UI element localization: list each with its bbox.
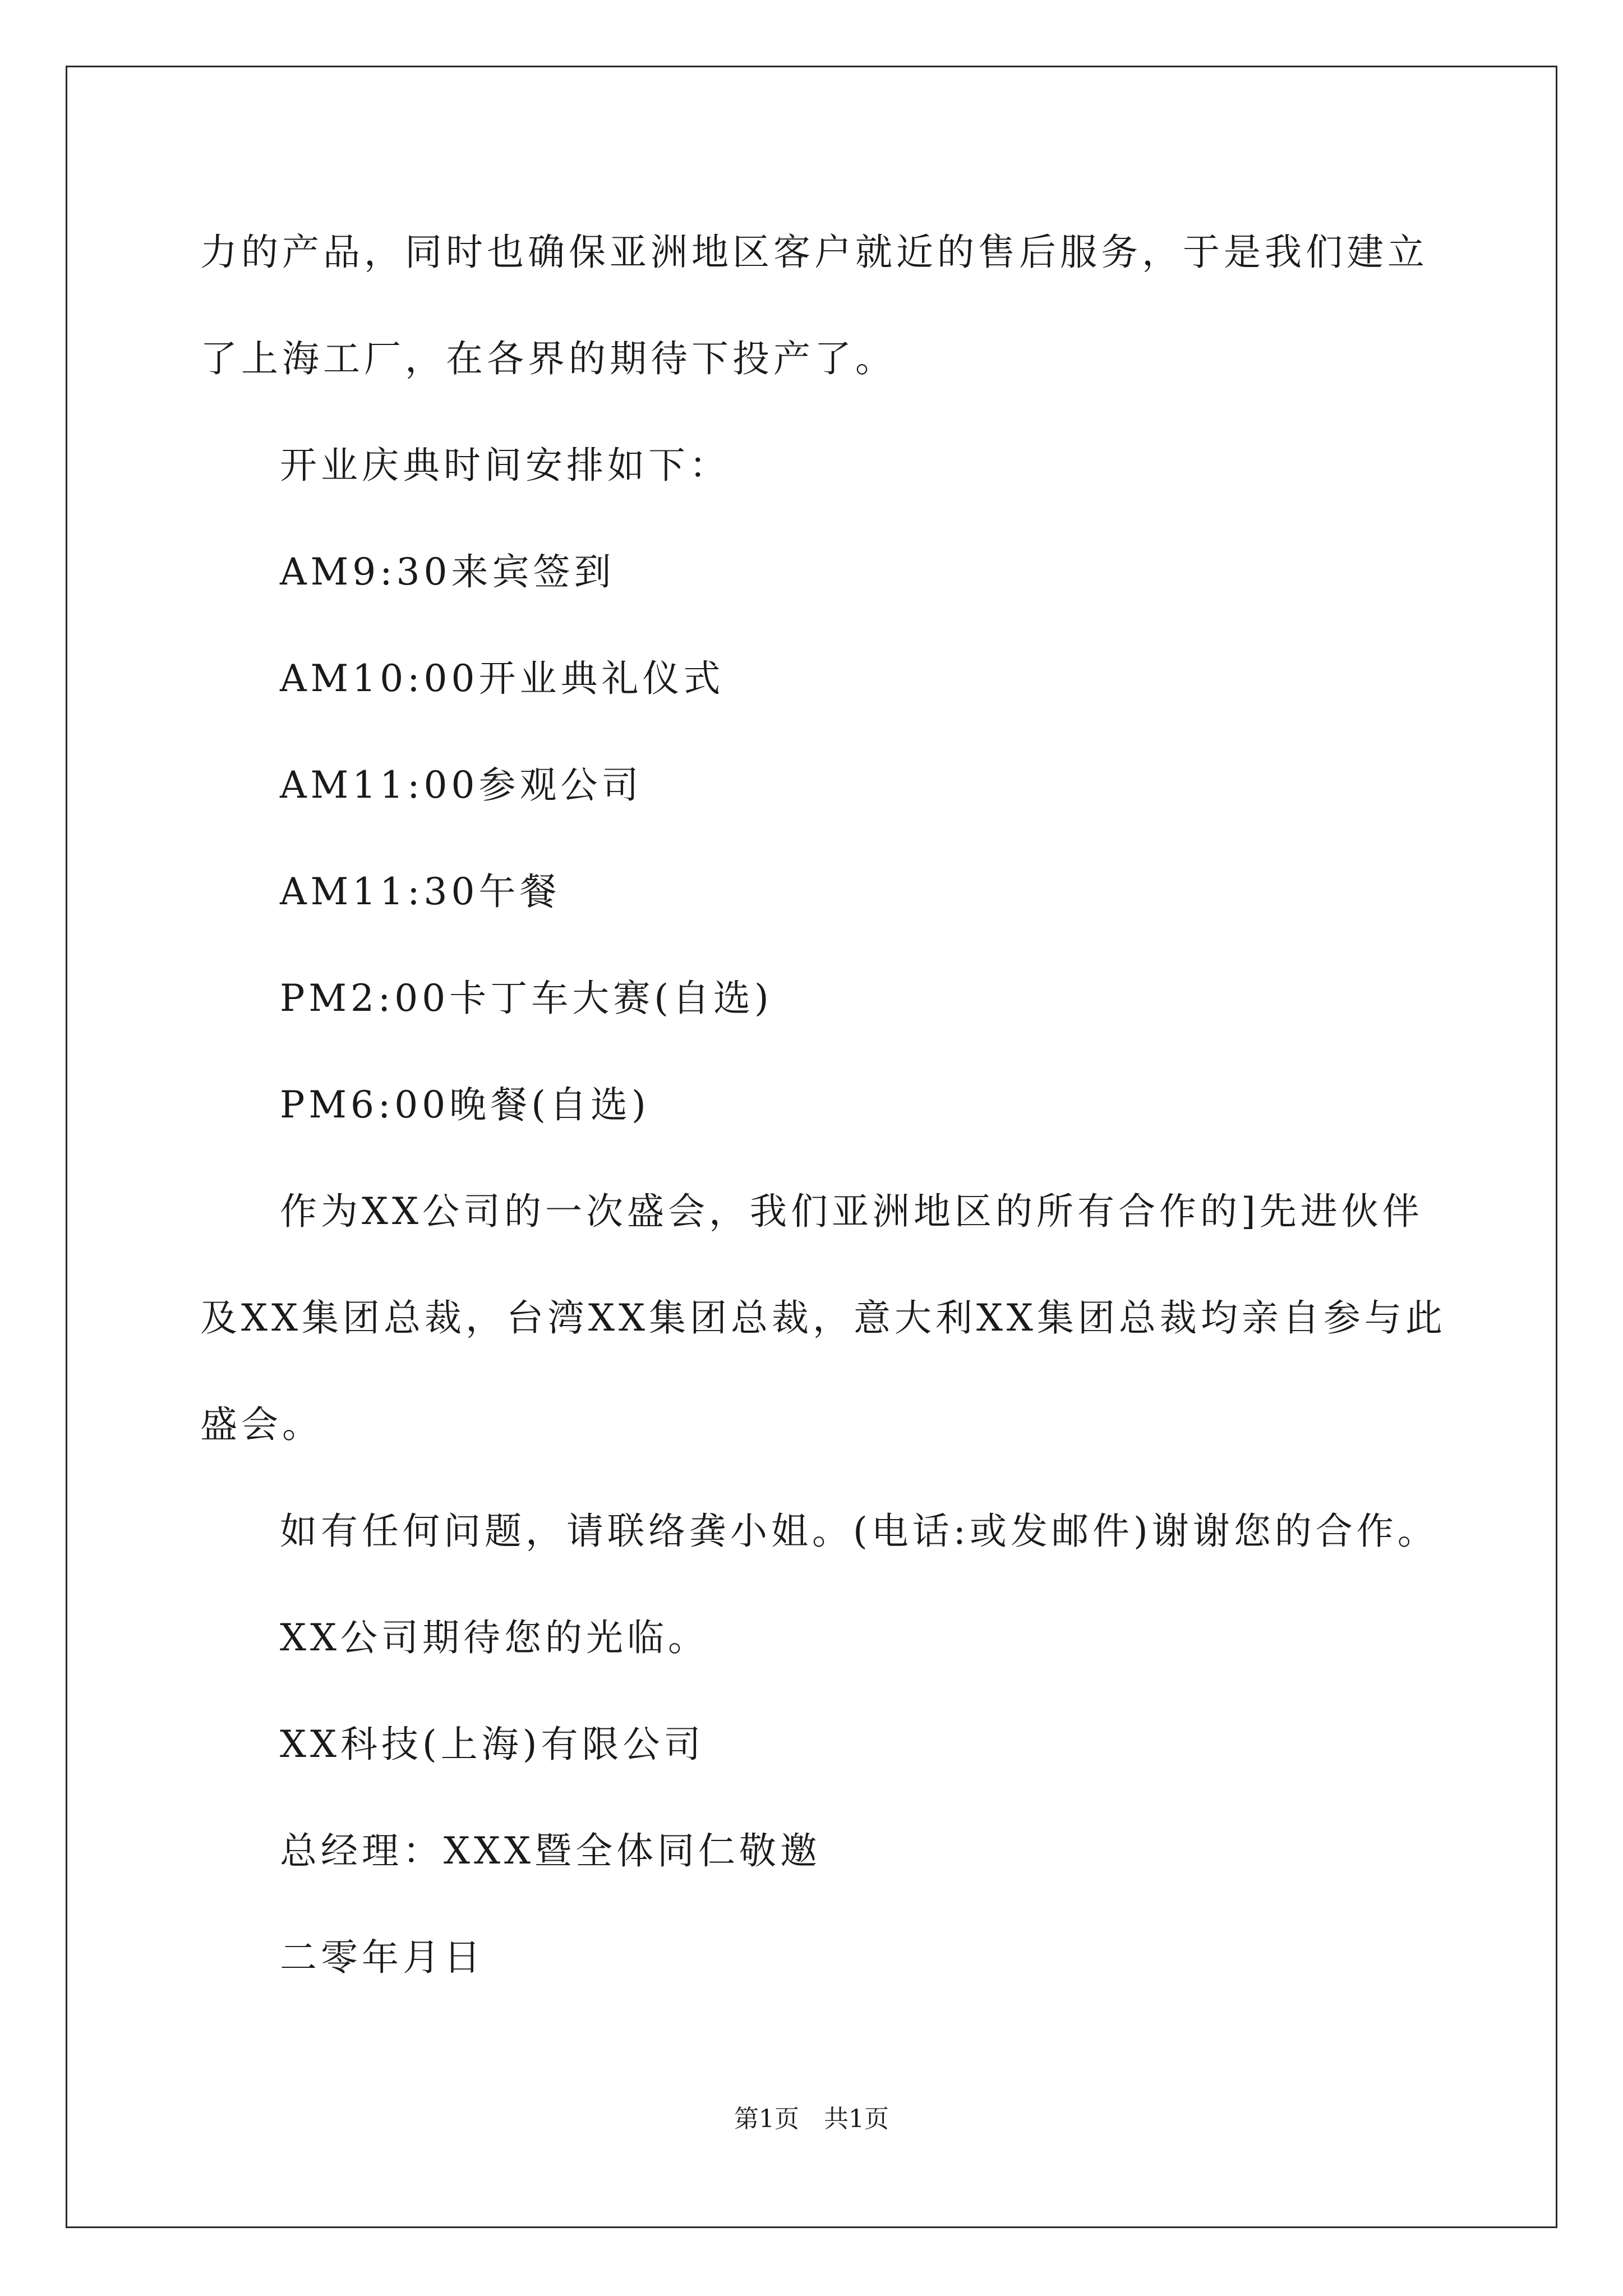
company-name: XX科技(上海)有限公司 [280,1723,705,1766]
page-border [66,66,1557,2228]
paragraph-line: 开业庆典时间安排如下： [280,444,730,487]
schedule-item: AM11:00参观公司 [280,763,643,807]
schedule-item: AM10:00开业典礼仪式 [280,657,725,700]
paragraph-line: 力的产品，同时也确保亚洲地区客户就近的售后服务，于是我们建立 [200,231,1428,274]
schedule-item: PM6:00晚餐(自选) [280,1083,650,1126]
paragraph-line: XX公司期待您的光临。 [280,1616,709,1659]
page-footer: 第1页 共1页 [734,2105,889,2133]
paragraph-line: 如有任何问题，请联络龚小姐。(电话:或发邮件)谢谢您的合作。 [280,1510,1438,1553]
date-line: 二零年月日 [280,1936,485,1979]
schedule-item: AM9:30来宾签到 [280,550,615,593]
signature-line: 总经理：XXX暨全体同仁敬邀 [280,1829,821,1872]
paragraph-line: 了上海工厂，在各界的期待下投产了。 [200,337,896,380]
paragraph-line: 作为XX公司的一次盛会，我们亚洲地区的所有合作的]先进伙伴 [280,1190,1423,1233]
schedule-item: PM2:00卡丁车大赛(自选) [280,977,773,1020]
paragraph-line: 盛会。 [200,1403,323,1446]
paragraph-line: 及XX集团总裁，台湾XX集团总裁，意大利XX集团总裁均亲自参与此 [200,1296,1446,1340]
schedule-item: AM11:30午餐 [280,870,561,913]
